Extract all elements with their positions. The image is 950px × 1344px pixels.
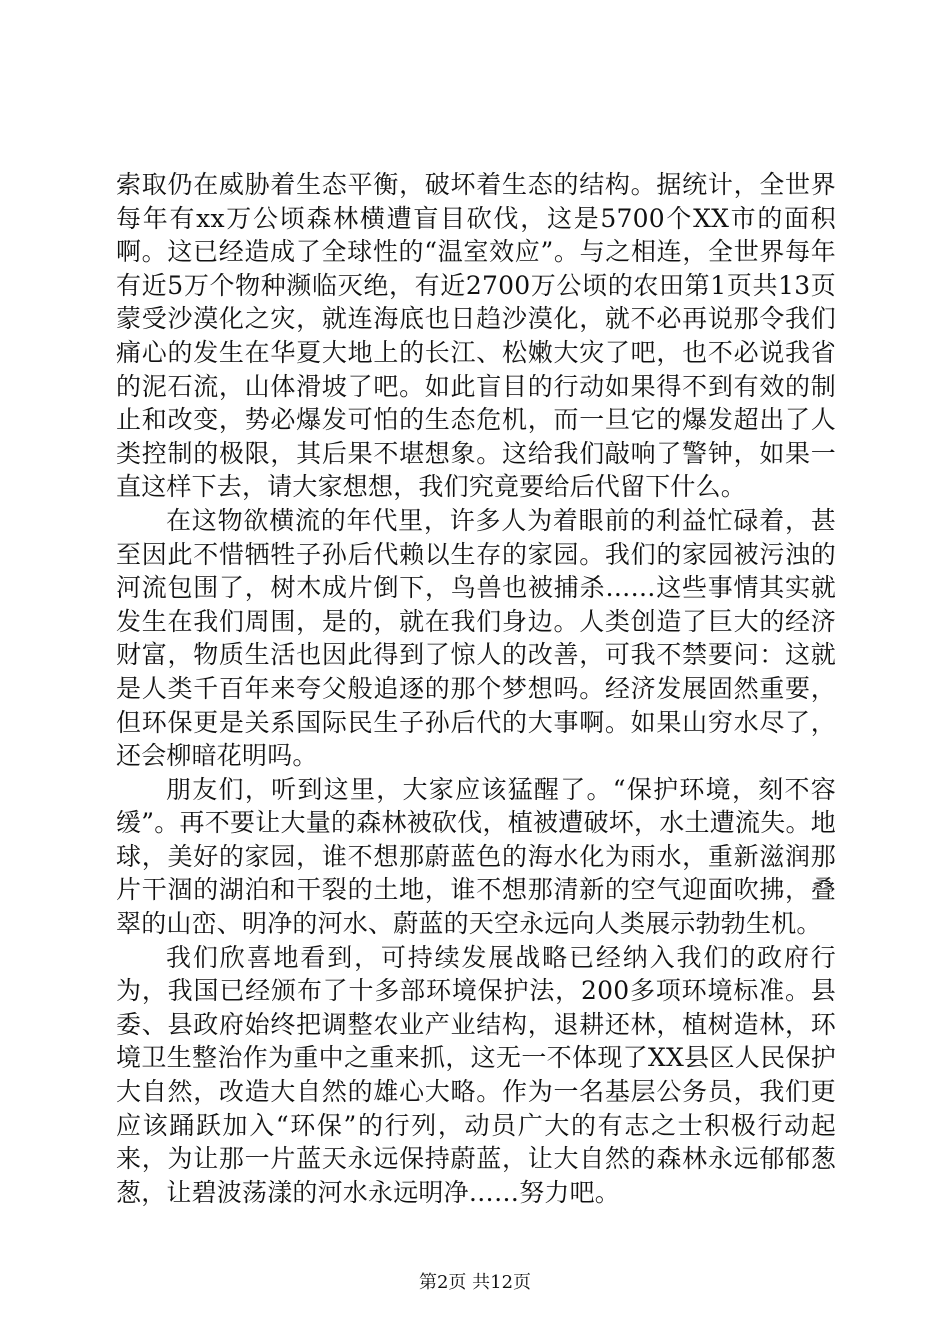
paragraph-1: 索取仍在威胁着生态平衡，破坏着生态的结构。据统计，全世界每年有xx万公顷森林横遭盲目砍伐，这是5700个XX市的面积啊。这已经造成了全球性的“温室效应”。与之相连，全世界每年有近5万个物种濒临灭绝，有近2700万公顷的农田第1页共13页蒙受沙漠化之灾，就连海底也日趋沙漠化，就不必再说那令我们痛心的发生在华夏大地上的长江、松嫩大灾了吧，也不必说我省的泥石流，山体滑坡了吧。如此盲目的行动如果得不到有效的制止和改变，势必爆发可怕的生态危机，而一旦它的爆发超出了人类控制的极限，其后果不堪想象。这给我们敲响了警钟，如果一直这样下去，请大家想想，我们究竟要给后代留下什么。 — [116, 170, 836, 502]
document-body — [116, 168, 836, 1209]
paragraph-2: 在这物欲横流的年代里，许多人为着眼前的利益忙碌着，甚至因此不惜牺牲子孙后代赖以生存的家园。我们的家园被污浊的河流包围了，树木成片倒下，鸟兽也被捕杀……这些事情其实就发生在我们周围，是的，就在我们身边。人类创造了巨大的经济财富，物质生活也因此得到了惊人的改善，可我不禁要问：这就是人类千百年来夸父般追逐的那个梦想吗。经济发展固然重要，但环保更是关系国际民生子孙后代的大事啊。如果山穷水尽了，还会柳暗花明吗。 — [116, 505, 836, 771]
page-number-footer: 第2页 共12页 — [418, 1272, 532, 1293]
paragraph-3: 朋友们，听到这里，大家应该猛醒了。“保护环境，刻不容缓”。再不要让大量的森林被砍伐，植被遭破坏，水土遭流失。地球，美好的家园，谁不想那蔚蓝色的海水化为雨水，重新滋润那片干涸的湖泊和干裂的土地，谁不想那清新的空气迎面吹拂，叠翠的山峦、明净的河水、蔚蓝的天空永远向人类展示勃勃生机。 — [116, 774, 836, 939]
paragraph-4: 我们欣喜地看到，可持续发展战略已经纳入我们的政府行为，我国已经颁布了十多部环境保护法，200多项环境标准。县委、县政府始终把调整农业产业结构，退耕还林，植树造林，环境卫生整治作为重中之重来抓，这无一不体现了XX县区人民保护大自然，改造大自然的雄心大略。作为一名基层公务员，我们更应该踊跃加入“环保”的行列，动员广大的有志之士积极行动起来，为让那一片蓝天永远保持蔚蓝，让大自然的森林永远郁郁葱葱，让碧波荡漾的河水永远明净……努力吧。 — [116, 942, 836, 1207]
